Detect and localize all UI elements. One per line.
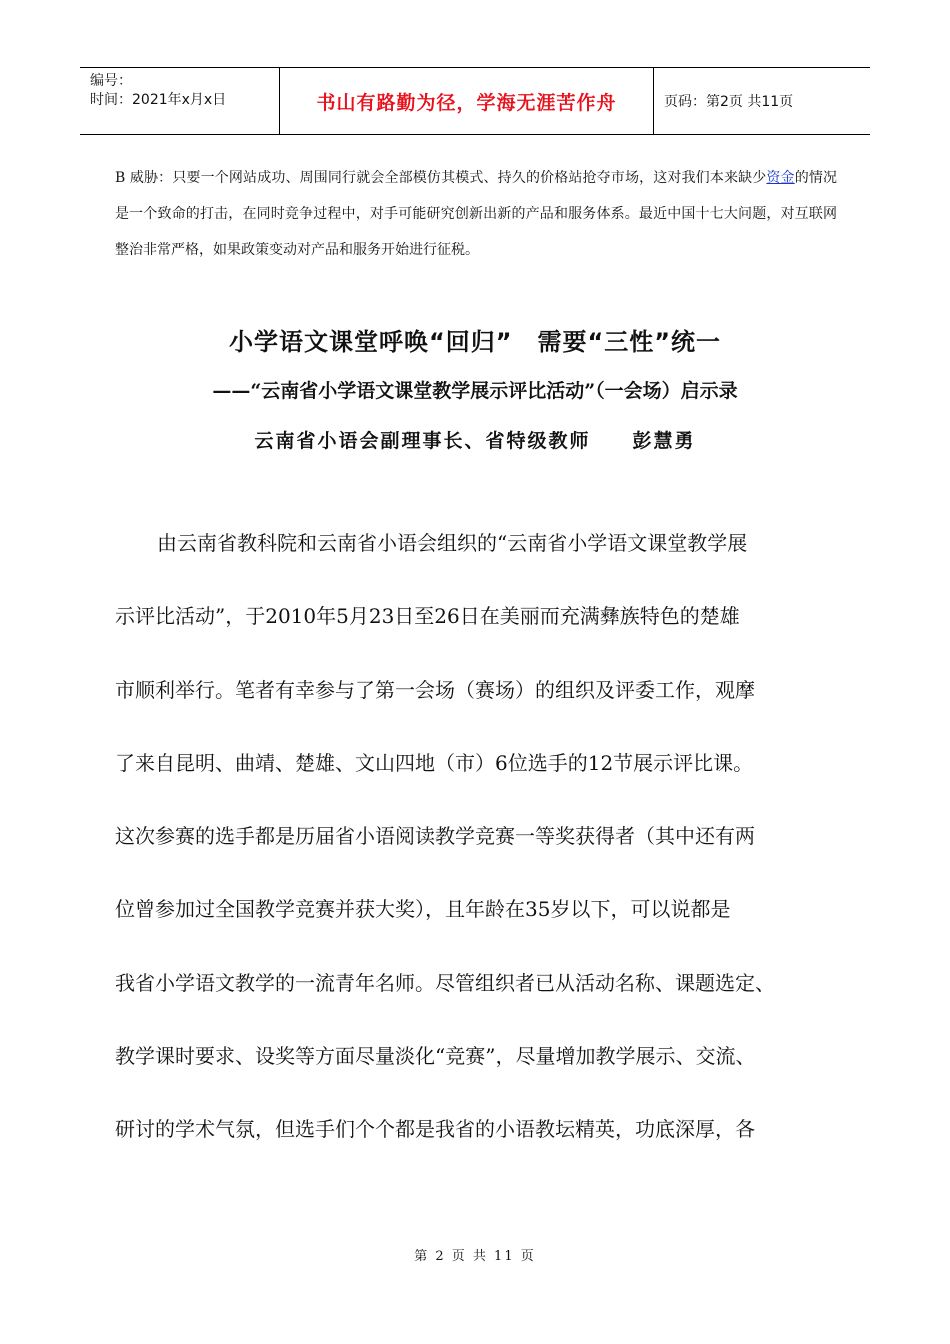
- header-left-cell: [80, 68, 280, 134]
- header-motto: 书山有路勤为径，学海无涯苦作舟: [280, 68, 654, 134]
- body-line: 这次参赛的选手都是历届省小语阅读教学竞赛一等奖获得者（其中还有两: [115, 824, 755, 849]
- intro-text-before-link: B 威胁：只要一个网站成功、周围同行就会全部模仿其模式、持久的价格站抢夺市场，这对我们本来缺少: [115, 170, 767, 186]
- intro-paragraph: [115, 160, 837, 268]
- intro-text-after-link: 的情况是一个致命的打击，在同时竞争过程中，对手可能研究创新出新的产品和服务体系。最近中国十七大问题，对互联网整治非常严格，如果政策变动对产品和服务开始进行征税。: [115, 170, 837, 258]
- body-line: 示评比活动”，于2010年5月23日至26日在美丽而充满彝族特色的楚雄: [115, 604, 740, 629]
- header-page-info: 页码：第2页 共11页: [664, 94, 794, 110]
- body-line: 市顺利举行。笔者有幸参与了第一会场（赛场）的组织及评委工作，观摩: [115, 677, 755, 702]
- article-author: 云南省小语会副理事长、省特级教师 彭慧勇: [254, 430, 696, 452]
- article-subtitle: ——“云南省小学语文课堂教学展示评比活动”（一会场）启示录: [212, 380, 738, 402]
- body-line: 我省小学语文教学的一流青年名师。尽管组织者已从活动名称、课题选定、: [115, 970, 775, 995]
- body-line: 由云南省教科院和云南省小语会组织的“云南省小学语文课堂教学展: [157, 531, 748, 555]
- article-body: [115, 521, 850, 1181]
- article-title: 小学语文课堂呼唤“回归” 需要“三性”统一: [228, 328, 722, 356]
- funding-link[interactable]: 资金: [766, 170, 795, 186]
- body-line: 教学课时要求、设奖等方面尽量淡化“竞赛”，尽量增加教学展示、交流、: [115, 1044, 756, 1069]
- document-number-label: 编号：: [90, 73, 132, 89]
- body-line: 位曾参加过全国教学竞赛并获大奖），且年龄在35岁以下，可以说都是: [115, 897, 731, 922]
- page-footer: 第 2 页 共 11 页: [414, 1249, 536, 1264]
- body-line: 研讨的学术气氛，但选手们个个都是我省的小语教坛精英，功底深厚，各: [115, 1117, 755, 1142]
- header-table: [80, 67, 870, 135]
- body-line: 了来自昆明、曲靖、楚雄、文山四地（市）6位选手的12节展示评比课。: [115, 750, 754, 775]
- document-time-label: 时间：2021年x月x日: [90, 92, 227, 108]
